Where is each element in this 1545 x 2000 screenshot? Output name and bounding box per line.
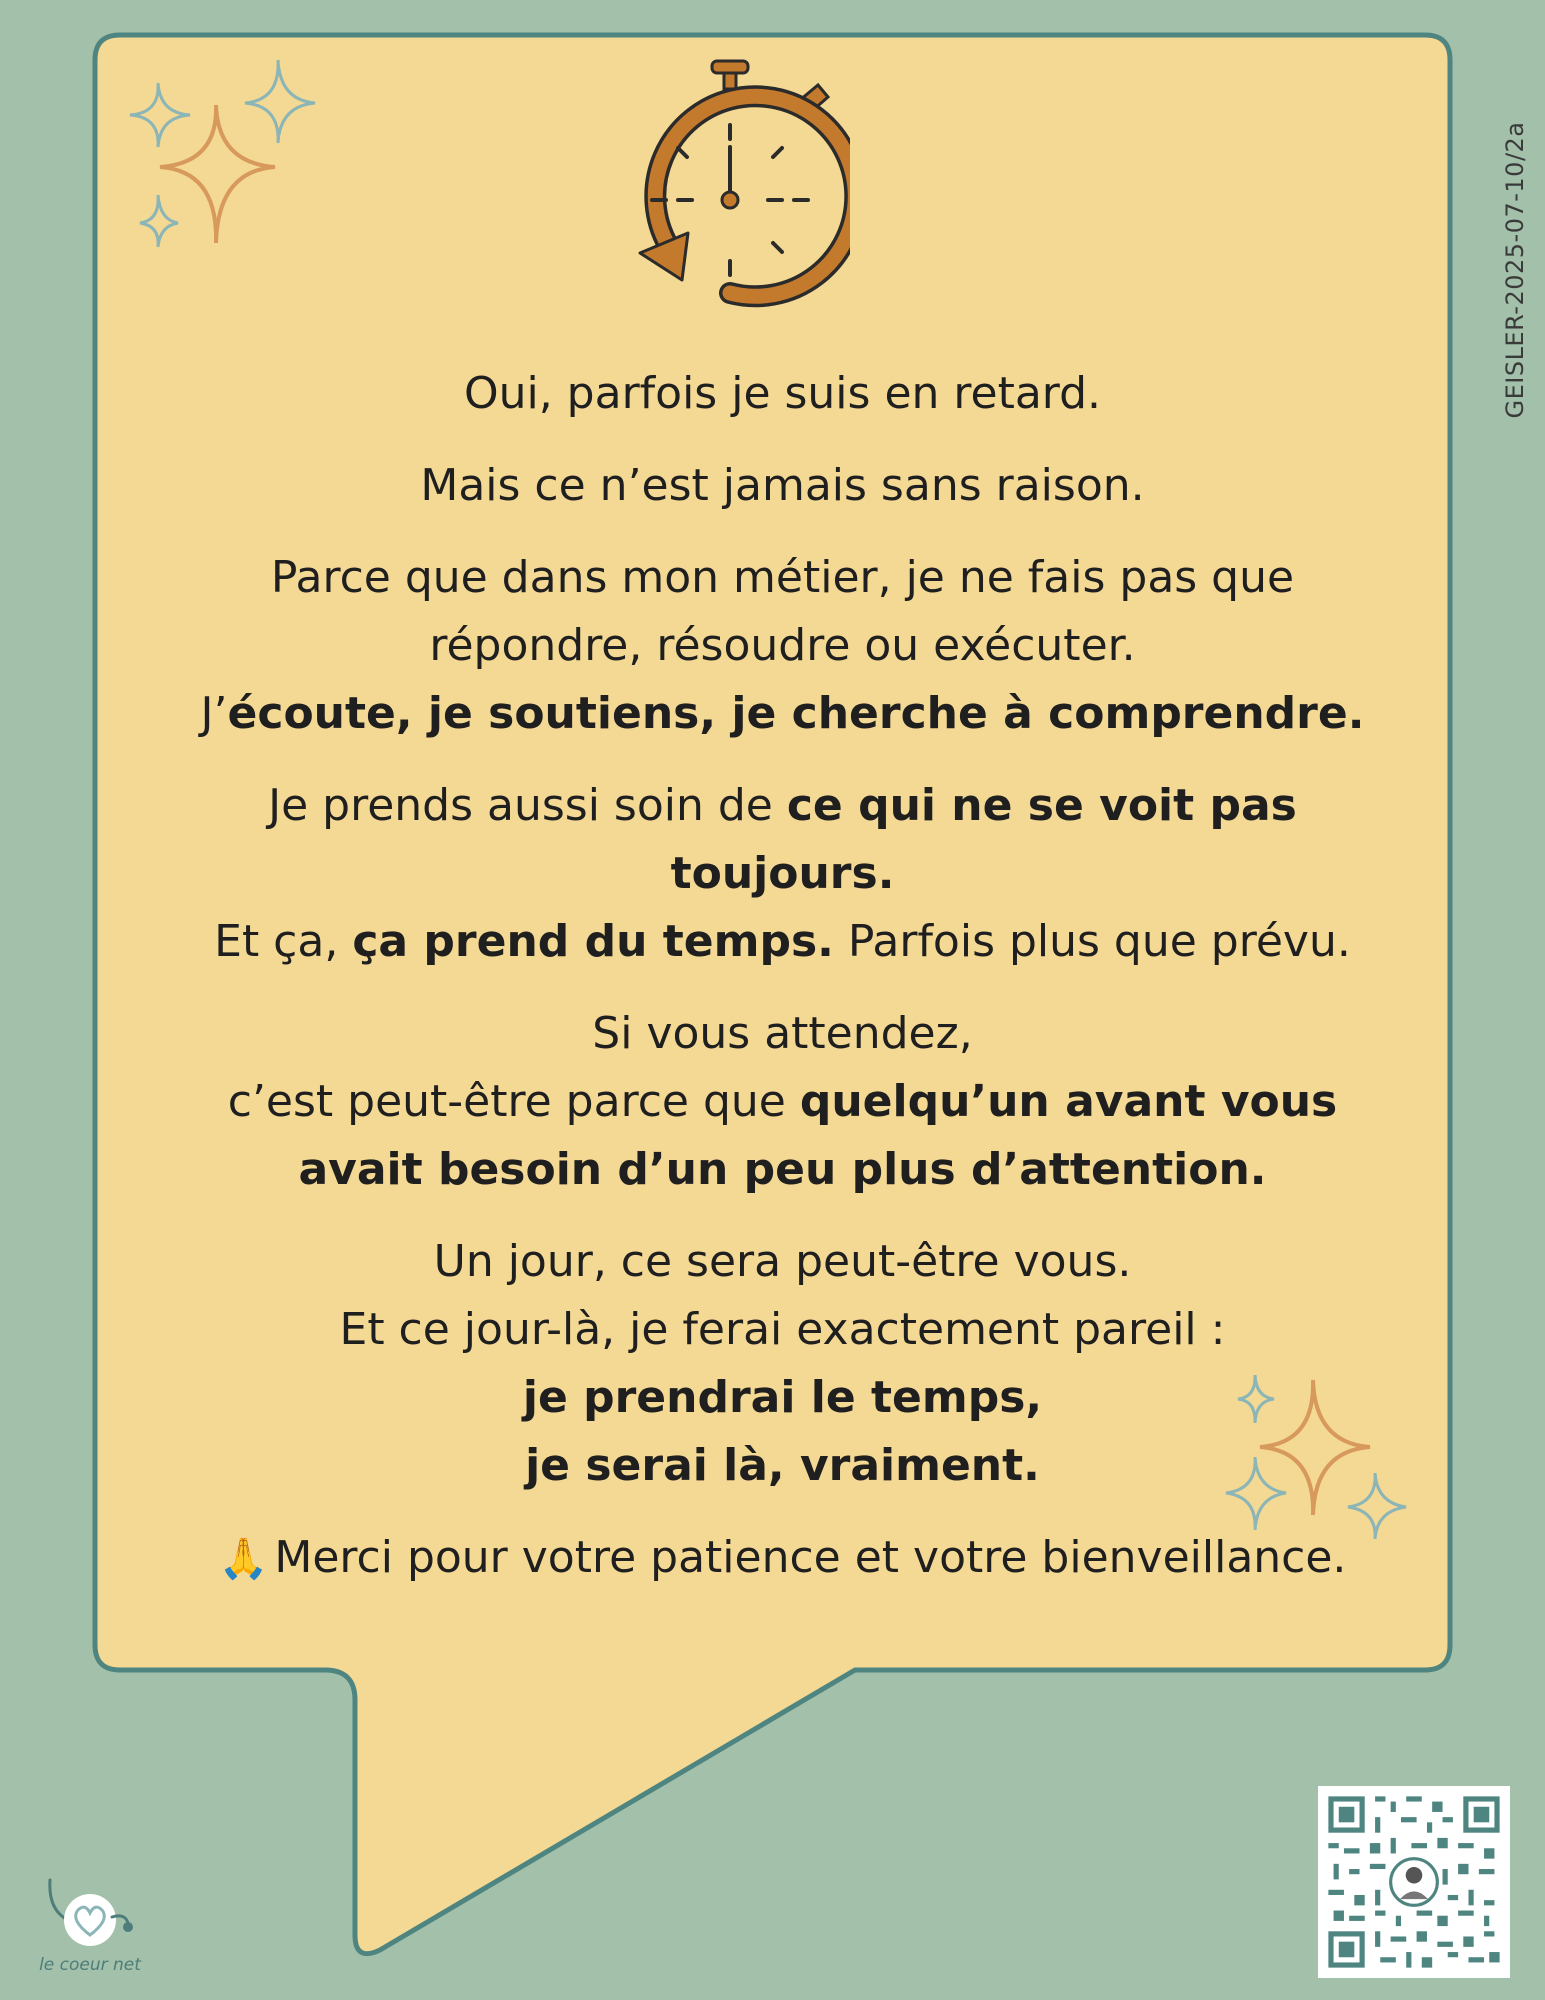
document-reference: [1500, 100, 1530, 440]
message-line: Et ce jour-là, je ferai exactement pareil :: [339, 1304, 1226, 1355]
qr-code[interactable]: [1318, 1786, 1510, 1978]
document-reference-text: GEISLER-2025-07-10/2a: [1501, 121, 1529, 419]
message-paragraph: [170, 1000, 1395, 1204]
message-paragraph: [170, 772, 1395, 976]
message-emphasis: ça prend du temps.: [352, 916, 834, 967]
message-emphasis: je prendrai le temps,: [522, 1372, 1043, 1423]
message-line: Si vous attendez,: [592, 1008, 973, 1059]
message-line: Oui, parfois je suis en retard.: [463, 368, 1102, 419]
logo-text: le coeur net: [39, 1955, 141, 1975]
message-line: c’est peut-être parce que: [227, 1076, 800, 1127]
message-line: Parfois plus que prévu.: [833, 916, 1351, 967]
message-emphasis: écoute, je soutiens, je cherche à comprendre.: [227, 688, 1365, 739]
message-emphasis: quelqu’un avant vous avait besoin d’un peu plus d’attention.: [298, 1076, 1338, 1195]
message-paragraph: [170, 360, 1395, 428]
sparkles-icon: [120, 55, 320, 255]
message-line: Et ça,: [214, 916, 353, 967]
message-line: Un jour, ce sera peut-être vous.: [433, 1236, 1132, 1287]
message-paragraph: [170, 1524, 1395, 1593]
message-line: répondre, résoudre ou exécuter.: [429, 620, 1136, 671]
message-text: [170, 360, 1395, 1617]
stopwatch-icon: [610, 55, 850, 315]
message-paragraph: [170, 1228, 1395, 1500]
message-emphasis: je serai là, vraiment.: [525, 1440, 1040, 1491]
message-emphasis: ce qui ne se voit pas toujours.: [670, 780, 1297, 899]
praying-hands-icon: 🙏: [218, 1536, 269, 1582]
message-line: Merci pour votre patience et votre bienveillance.: [274, 1532, 1347, 1583]
message-line: Mais ce n’est jamais sans raison.: [420, 460, 1145, 511]
message-line: Je prends aussi soin de: [268, 780, 787, 831]
message-line: J’: [200, 688, 228, 739]
message-paragraph: [170, 544, 1395, 748]
message-line: Parce que dans mon métier, je ne fais pas que: [270, 552, 1295, 603]
message-paragraph: [170, 452, 1395, 520]
